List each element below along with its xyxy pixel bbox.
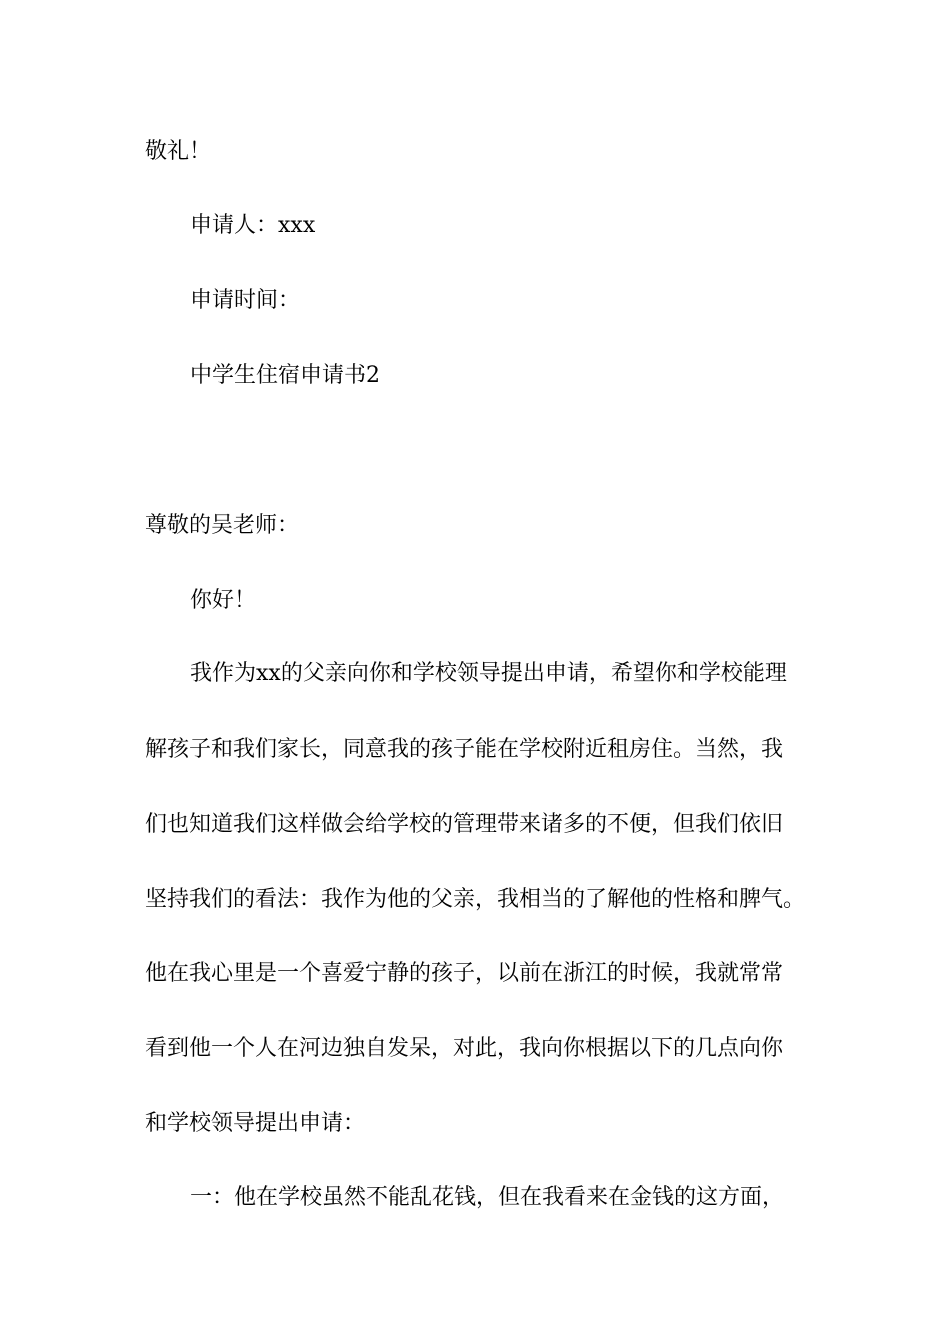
body-line-5: 他在我心里是一个喜爱宁静的孩子，以前在浙江的时候，我就常常 xyxy=(145,961,784,986)
applicant-line: 申请人：xxx xyxy=(190,213,316,238)
body-line-4: 坚持我们的看法：我作为他的父亲，我相当的了解他的性格和脾气。 xyxy=(145,887,806,912)
body-line-6: 看到他一个人在河边独自发呆，对此，我向你根据以下的几点向你 xyxy=(145,1036,784,1061)
hello-line: 你好！ xyxy=(190,588,257,613)
body-line-2: 解孩子和我们家长，同意我的孩子能在学校附近租房住。当然，我 xyxy=(145,737,784,762)
application-date-line: 申请时间： xyxy=(190,288,301,313)
body-line-3: 们也知道我们这样做会给学校的管理带来诸多的不便，但我们依旧 xyxy=(145,812,784,837)
section-title: 中学生住宿申请书2 xyxy=(190,363,380,388)
body-line-7: 和学校领导提出申请： xyxy=(145,1111,366,1136)
body-line-8: 一：他在学校虽然不能乱花钱，但在我看来在金钱的这方面， xyxy=(190,1185,785,1210)
greeting-line: 尊敬的吴老师： xyxy=(145,513,300,538)
body-line-1: 我作为xx的父亲向你和学校领导提出申请，希望你和学校能理 xyxy=(190,661,787,686)
closing-salutation: 敬礼！ xyxy=(145,139,212,164)
